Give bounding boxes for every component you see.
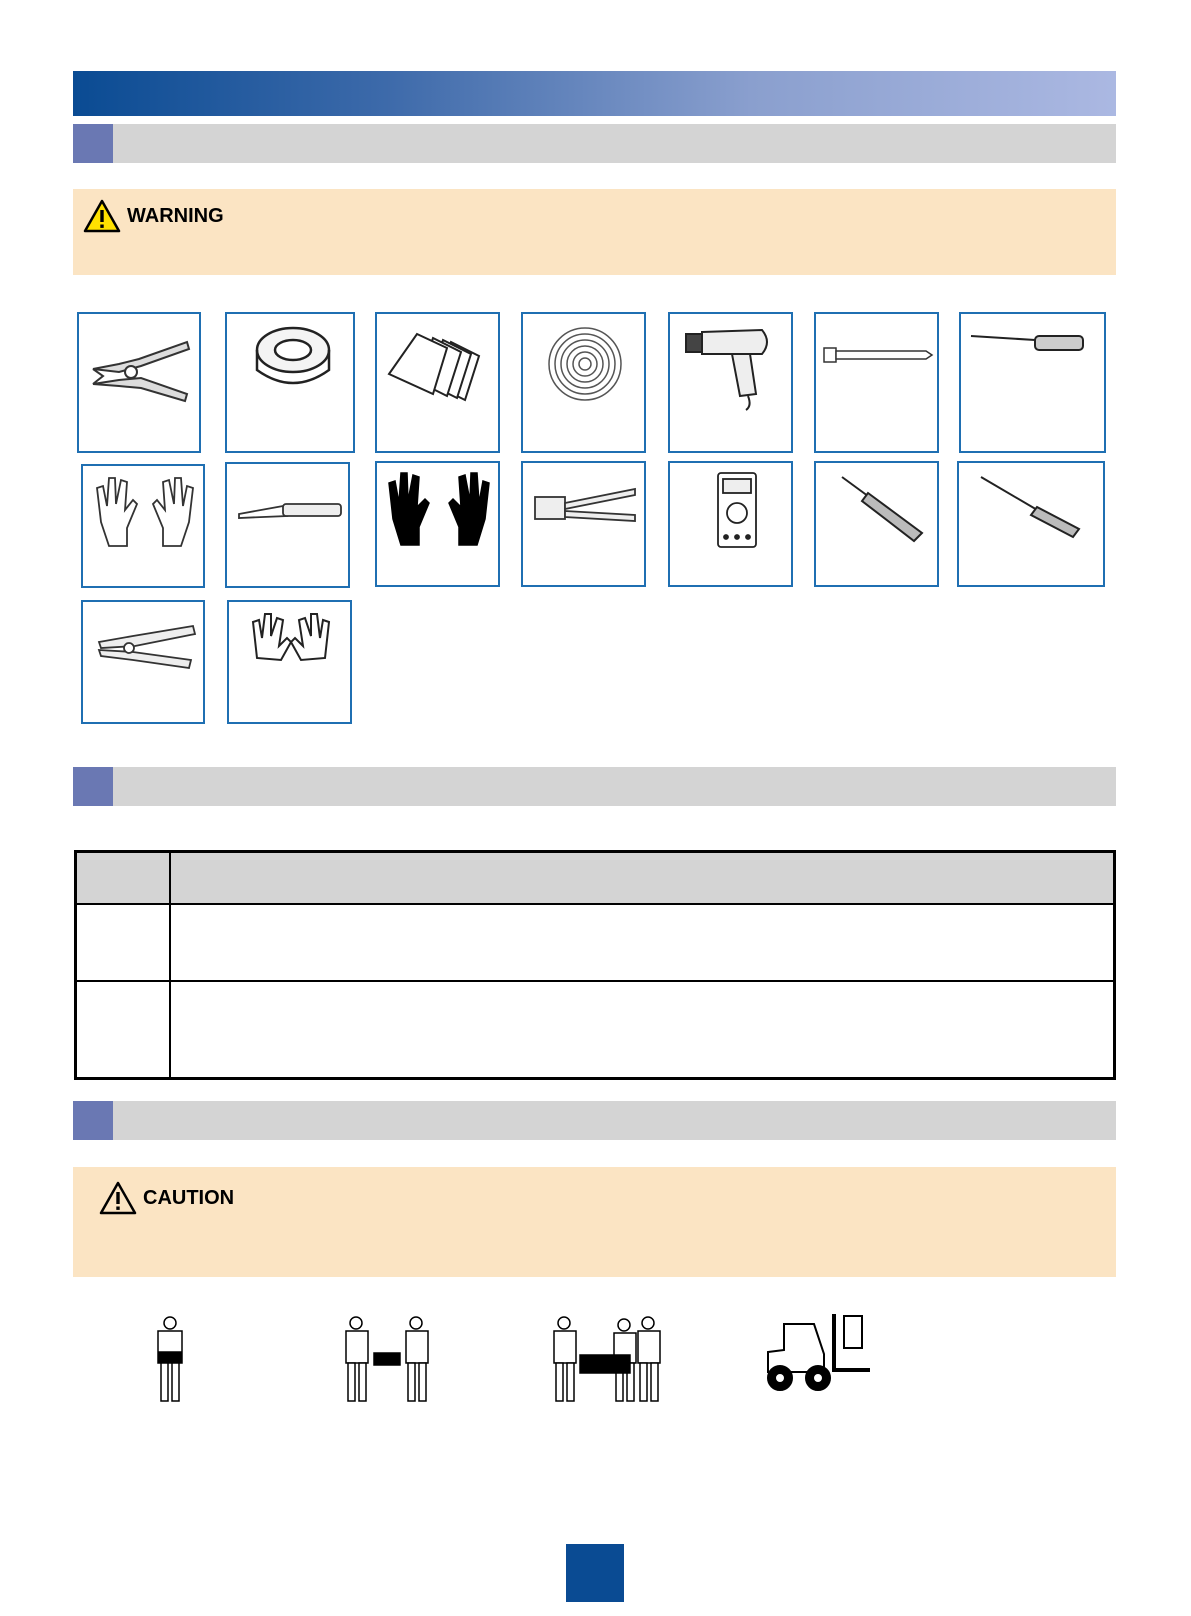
one-person-carry-icon bbox=[150, 1315, 190, 1403]
table-header-row bbox=[76, 852, 1115, 904]
tool-multimeter bbox=[668, 461, 793, 587]
table-row bbox=[76, 981, 1115, 1078]
crimping-tool-icon bbox=[83, 602, 207, 726]
table-cell bbox=[170, 904, 1115, 982]
tool-utility-knife bbox=[225, 462, 350, 588]
cable-tie-icon bbox=[816, 314, 941, 455]
tool-esd-gloves bbox=[227, 600, 352, 724]
tool-phillips-screwdriver bbox=[959, 312, 1106, 453]
tool-flat-screwdriver bbox=[957, 461, 1105, 587]
warning-label: WARNING bbox=[127, 204, 224, 227]
utility-knife-icon bbox=[227, 464, 352, 590]
torque-screwdriver-icon bbox=[816, 463, 941, 589]
section-marker bbox=[73, 124, 113, 163]
section-marker bbox=[73, 1101, 113, 1140]
caution-label: CAUTION bbox=[143, 1186, 235, 1209]
tool-insulated-gloves bbox=[375, 461, 500, 587]
spec-table bbox=[74, 850, 1116, 1080]
tool-protective-gloves bbox=[81, 464, 205, 588]
heat-shrink-tubing-roll-icon bbox=[523, 314, 648, 455]
caution-triangle-icon bbox=[99, 1181, 137, 1215]
table-cell bbox=[170, 981, 1115, 1078]
phillips-screwdriver-icon bbox=[961, 314, 1108, 455]
protective-gloves-icon bbox=[83, 466, 207, 590]
table-row bbox=[76, 904, 1115, 982]
warning-notice bbox=[73, 189, 1116, 275]
caution-heading bbox=[99, 1181, 234, 1215]
hydraulic-crimper-icon bbox=[523, 463, 648, 589]
tool-heat-gun bbox=[668, 312, 793, 453]
section-bar-specs bbox=[73, 767, 1116, 806]
tool-cable-tie bbox=[814, 312, 939, 453]
tool-insulation-tape bbox=[225, 312, 355, 453]
tool-torque-screwdriver bbox=[814, 461, 939, 587]
forklift-icon bbox=[762, 1310, 880, 1394]
tool-wire-stripper bbox=[77, 312, 201, 453]
section-marker bbox=[73, 767, 113, 806]
section-bar-tools bbox=[73, 124, 1116, 163]
tool-sandpaper bbox=[375, 312, 500, 453]
tool-heat-shrink bbox=[521, 312, 646, 453]
warning-triangle-icon bbox=[83, 199, 121, 233]
insulation-tape-icon bbox=[227, 314, 357, 455]
table-cell bbox=[76, 981, 171, 1078]
page-number-block bbox=[566, 1544, 624, 1602]
insulated-gloves-icon bbox=[377, 463, 502, 589]
table-header-cell bbox=[170, 852, 1115, 904]
caution-notice bbox=[73, 1167, 1116, 1277]
three-person-carry-icon bbox=[550, 1315, 668, 1403]
table-header-cell bbox=[76, 852, 171, 904]
wire-stripper-icon bbox=[79, 314, 203, 455]
warning-heading bbox=[83, 199, 224, 233]
heat-gun-icon bbox=[670, 314, 795, 455]
two-person-carry-icon bbox=[342, 1315, 432, 1403]
tool-hydraulic-crimper bbox=[521, 461, 646, 587]
table-cell bbox=[76, 904, 171, 982]
flat-screwdriver-icon bbox=[959, 463, 1107, 589]
multimeter-icon bbox=[670, 463, 795, 589]
section-bar-handling bbox=[73, 1101, 1116, 1140]
tool-crimping-tool bbox=[81, 600, 205, 724]
esd-gloves-icon bbox=[229, 602, 354, 726]
sandpaper-sheets-icon bbox=[377, 314, 502, 455]
top-banner bbox=[73, 71, 1116, 116]
